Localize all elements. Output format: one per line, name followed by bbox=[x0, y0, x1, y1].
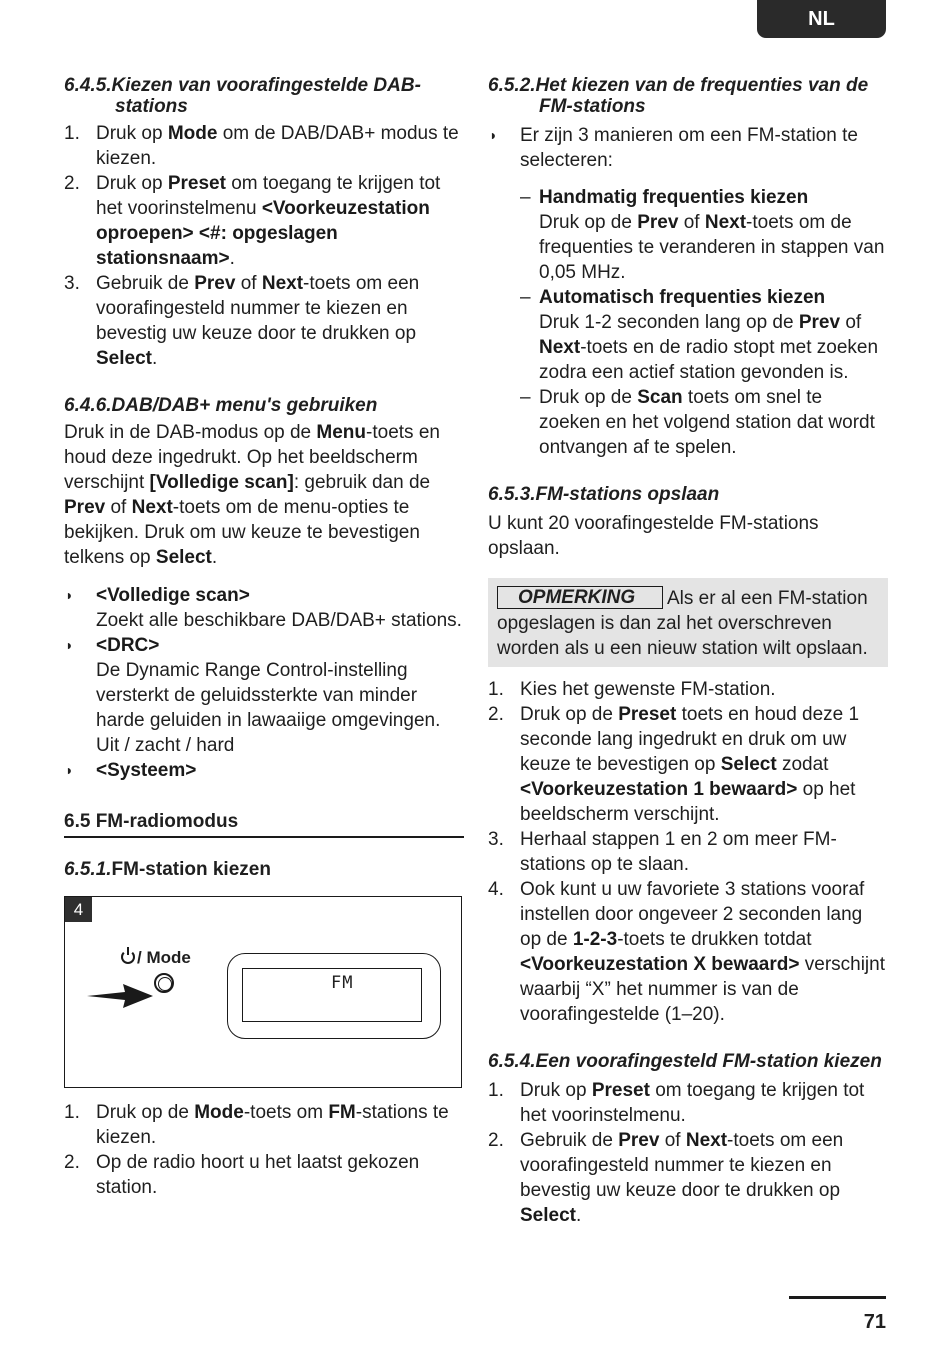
bullet-icon: ◗ bbox=[65, 637, 74, 653]
list-item: 2. Druk op Preset om toegang te krijgen tot het voorinstelmenu <Voorkeuzestation oproepen> <#: opgeslagen stationsnaam>. bbox=[64, 173, 441, 269]
list-item: 4. Ook kunt u uw favoriete 3 stations vooraf instellen door ongeveer 2 seconden lang op de 1-2-3-toets te drukken totdat <Voorkeuzestation X bewaard> verschijnt waarbij “X” het nummer is van de voorafingestelde (1–20). bbox=[488, 879, 885, 1025]
list-item: 1. Druk op Mode om de DAB/DAB+ modus te kiezen. bbox=[64, 123, 459, 169]
heading-6-5-3: 6.5.3.FM-stations opslaan bbox=[488, 484, 720, 505]
list-item: ◗ Er zijn 3 manieren om een FM-station te selecteren: bbox=[489, 125, 858, 171]
steps-6-5-4 bbox=[488, 1078, 888, 1228]
heading-6-5-1: 6.5.1.FM-station kiezen bbox=[64, 859, 271, 880]
heading-6-4-6: 6.4.6.DAB/DAB+ menu's gebruiken bbox=[64, 395, 378, 416]
methods-list bbox=[520, 185, 888, 460]
list-item: 2. Op de radio hoort u het laatst gekozen station. bbox=[64, 1152, 420, 1198]
list-item: ◗ <Systeem> bbox=[65, 760, 197, 781]
list-item: 2. Gebruik de Prev of Next-toets om een voorafingesteld nummer te kiezen en bevestig uw keuze door te drukken op Select. bbox=[488, 1130, 844, 1226]
heading-6-4-5: 6.4.5.Kiezen van voorafingestelde DAB- stations bbox=[64, 75, 421, 117]
list-item: 1. Kies het gewenste FM-station. bbox=[488, 679, 776, 700]
radio-display bbox=[227, 953, 441, 1039]
list-item: – Automatisch frequenties kiezen Druk 1-2 seconden lang op de Prev of Next-toets en de radio stopt met zoeken zodra een actief station gevonden is. bbox=[520, 287, 879, 383]
heading-6-5-2: 6.5.2.Het kiezen van de frequenties van de FM-stations bbox=[488, 75, 869, 117]
list-item: 3. Herhaal stappen 1 en 2 om meer FM-stations op te slaan. bbox=[488, 829, 837, 875]
steps-6-5-3 bbox=[488, 677, 888, 1027]
footer-rule bbox=[789, 1296, 886, 1299]
steps-6-5-1 bbox=[64, 1100, 464, 1200]
heading-6-5-4: 6.5.4.Een voorafingesteld FM-station kiezen bbox=[488, 1051, 882, 1072]
paragraph-6-4-6: Druk in de DAB-modus op de Menu-toets en houd deze ingedrukt. Op het beeldscherm verschijnt [Volledige scan]: gebruik dan de Prev of Next-toets om de menu-opties te bekijken. Druk om uw keuze te bevestigen telkens op Select. bbox=[64, 422, 440, 568]
bullet-icon: ◗ bbox=[65, 762, 74, 778]
list-item: 1. Druk op Preset om toegang te krijgen tot het voorinstelmenu. bbox=[488, 1080, 865, 1126]
menu-options-list bbox=[64, 583, 464, 783]
bullet-icon: ◗ bbox=[65, 587, 74, 603]
figure-4-mode-button bbox=[64, 896, 462, 1088]
heading-6-5: 6.5 FM-radiomodus bbox=[64, 809, 464, 838]
mode-label: / Mode bbox=[121, 945, 191, 970]
list-item: 1. Druk op de Mode-toets om FM-stations te kiezen. bbox=[64, 1102, 449, 1148]
power-icon bbox=[121, 950, 135, 964]
note-label: OPMERKING bbox=[497, 586, 663, 609]
paragraph-6-5-3: U kunt 20 voorafingestelde FM-stations opslaan. bbox=[488, 513, 819, 559]
steps-6-4-5 bbox=[64, 121, 464, 371]
bullet-icon: ◗ bbox=[489, 127, 498, 143]
right-column bbox=[488, 71, 888, 1228]
arrow-icon bbox=[87, 983, 157, 1009]
display-text: FM bbox=[331, 973, 354, 993]
mode-knob-icon bbox=[154, 973, 174, 993]
list-item: 3. Gebruik de Prev of Next-toets om een voorafingesteld nummer te kiezen en bevestig uw keuze door te drukken op Select. bbox=[64, 273, 420, 369]
left-column bbox=[64, 71, 464, 1200]
list-item: ◗ <Volledige scan> Zoekt alle beschikbare DAB/DAB+ stations. bbox=[65, 585, 462, 631]
list-item: – Handmatig frequenties kiezen Druk op de Prev of Next-toets om de frequenties te veranderen in stappen van 0,05 MHz. bbox=[520, 187, 885, 283]
language-tab: NL bbox=[757, 0, 886, 38]
page-number: 71 bbox=[863, 1311, 886, 1333]
display-screen bbox=[242, 968, 422, 1022]
list-item: – Druk op de Scan toets om snel te zoeken en het volgend station dat wordt ontvangen af te spelen. bbox=[520, 387, 875, 458]
methods-intro bbox=[488, 123, 888, 173]
note-box bbox=[488, 578, 888, 667]
list-item: 2. Druk op de Preset toets en houd deze 1 seconde lang ingedrukt en druk om uw keuze te bevestigen op Select zodat <Voorkeuzestation 1 bewaard> op het beeldscherm verschijnt. bbox=[488, 704, 860, 825]
list-item: ◗ <DRC> De Dynamic Range Control-instelling versterkt de geluidssterkte van minder harde geluiden in lawaaiige omgevingen. Uit / zacht / hard bbox=[65, 635, 441, 756]
figure-number: 4 bbox=[65, 897, 92, 922]
note-text: Als er al een FM-station opgeslagen is dan zal het overschreven worden als u een nieuw station wilt opslaan. bbox=[497, 588, 868, 659]
